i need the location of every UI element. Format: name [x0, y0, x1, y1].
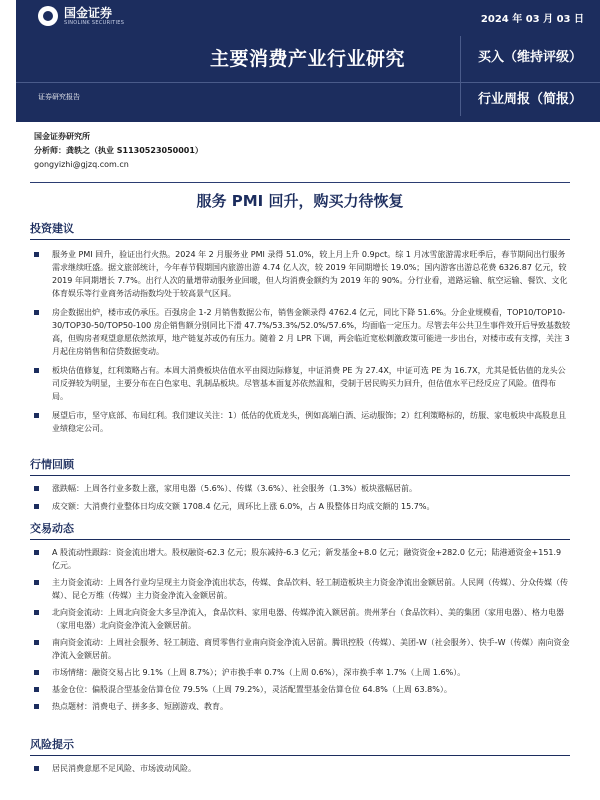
list-item: 展望后市，坚守底部、布局红利。我们建议关注：1）低估的优质龙头，例如高端白酒、运动服饰；2）红利策略标的，纺服、家电板块中高股息且业绩稳定公司。 [30, 409, 570, 435]
list-item: 南向资金流动：上周社会服务、轻工制造、商贸零售行业南向资金净流入居前。腾讯控股（传媒）、美团-W（社会服务）、快手-W（传媒）南向资金净流入金额居前。 [30, 636, 570, 662]
industry-title: 主要消费产业行业研究 [210, 48, 406, 70]
list-item: 热点题材：消费电子、拼多多、短剧游戏、教育。 [30, 700, 570, 713]
section-title: 投资建议 [30, 220, 570, 240]
section-investment-advice [30, 220, 570, 435]
report-header [16, 0, 600, 122]
analyst-email: gongyizhi@gjzq.com.cn [34, 160, 129, 169]
report-kind-label: 行业周报（简报） [478, 92, 583, 107]
analyst-separator [30, 182, 570, 183]
report-type-label: 证券研究报告 [38, 93, 80, 101]
list-item: 基金仓位：偏股混合型基金估算仓位 79.5%（上周 79.2%），灵活配置型基金估算仓位 64.8%（上周 63.8%）。 [30, 683, 570, 696]
section-risk-warning [30, 736, 570, 775]
section-trading-dynamics [30, 520, 570, 713]
research-institute: 国金证券研究所 [34, 132, 90, 141]
analyst-name: 分析师：龚轶之（执业 S1130523050001） [34, 146, 203, 155]
section-title: 交易动态 [30, 520, 570, 540]
list-item: 房企数据出炉，楼市或仍承压。百强房企 1-2 月销售数据公布，销售金额录得 4762.4 亿元，同比下降 51.6%。分企业规模看，TOP10/TOP10-30/TOP30-50/TOP50-100 房企销售额分别同比下滑 47.7%/53.3%/52.0%/57.6%，均面临一定压力。尽管去年公共卫生事件效开后导致基数较高，但购房者观望意愿依然浓厚，地产链复苏或仍有压力。随着 2 月 LPR 下调，两会临近宽松刺激政策可能进一步出台，对楼市或有支撑，关注 3 月起住房销售和信贷数据变动。 [30, 306, 570, 358]
report-date: 2024 年 03 月 03 日 [480, 14, 584, 25]
list-item: 服务业 PMI 回升，验证出行火热。2024 年 2 月服务业 PMI 录得 51.0%，较上月上升 0.9pct。综 1 月冰雪旅游需求旺季后，春节期间出行服务需求继续旺盛。据文旅部统计，今年春节假期国内旅游出游 4.74 亿人次，较 2019 年同期增长 19.0%；国内游客出游总花费 6326.87 亿元，较 2019 年同期增长 7.7%。出行人次的量增带动服务业回暖，但人均消费金额约为 2019 年的 90%。分行业看，道路运输、航空运输、餐饮、文化体育娱乐等行业商务活动指数均处于较高景气区间。 [30, 248, 570, 300]
list-item: A 股流动性跟踪：资金流出增大。股权融资-62.3 亿元；股东减持-6.3 亿元；新发基金+8.0 亿元；融资资金+282.0 亿元；陆港通资金+151.9 亿元。 [30, 546, 570, 572]
header-divider [16, 82, 600, 83]
analyst-block [34, 130, 203, 172]
section-title: 行情回顾 [30, 456, 570, 476]
logo-icon [38, 6, 58, 26]
list-item: 涨跌幅：上周各行业多数上涨，家用电器（5.6%）、传媒（3.6%）、社会服务（1.3%）板块涨幅居前。 [30, 482, 570, 495]
logo-subtitle: SINOLINK SECURITIES [64, 19, 125, 26]
list-item: 主力资金流动：上周各行业均呈现主力资金净流出状态，传媒、食品饮料、轻工制造板块主力资金净流出金额居前。人民网（传媒）、分众传媒（传媒）、昆仑万维（传媒）主力资金净流入金额居前。 [30, 576, 570, 602]
header-vertical-divider [460, 36, 461, 116]
list-item: 成交额：大消费行业整体日均成交额 1708.4 亿元，周环比上涨 6.0%，占 A 股整体日均成交额的 15.7%。 [30, 500, 570, 513]
logo-name: 国金证券 [64, 5, 113, 20]
rating-badge: 买入（维持评级） [478, 50, 583, 65]
logo [38, 6, 124, 26]
report-main-title: 服务 PMI 回升，购买力待恢复 [196, 192, 404, 210]
list-item: 居民消费意愿不足风险、市场波动风险。 [30, 762, 570, 775]
section-market-review [30, 456, 570, 513]
list-item: 市场情绪：融资交易占比 9.1%（上周 8.7%）；沪市换手率 0.7%（上周 0.6%），深市换手率 1.7%（上周 1.6%）。 [30, 666, 570, 679]
list-item: 北向资金流动：上周北向资金大多呈净流入，食品饮料、家用电器、传媒净流入额居前。贵州茅台（食品饮料）、美的集团（家用电器）、格力电器（家用电器）北向资金净流入金额居前。 [30, 606, 570, 632]
list-item: 板块估值修复，红利策略占有。本周大消费板块估值水平由阅边际修复，中证消费 PE 为 27.4X，中证可选 PE 为 16.7X，尤其是低估值的龙头公司反弹较为明显，主要分布在白色家电、乳制品板块。尽管基本面复苏依然温和，受制于居民购买力回升，但估值水平已经反应了风险。值得布局。 [30, 364, 570, 403]
section-title: 风险提示 [30, 736, 570, 756]
